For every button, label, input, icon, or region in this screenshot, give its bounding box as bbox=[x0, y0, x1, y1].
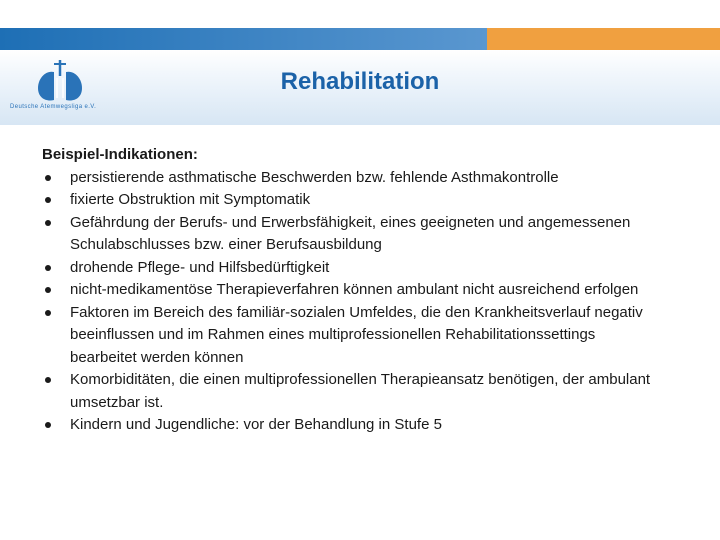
bullet-icon bbox=[45, 197, 51, 203]
top-accent-bar-orange bbox=[487, 28, 720, 50]
list-item bbox=[42, 369, 662, 414]
indication-list bbox=[42, 167, 662, 437]
list-item-text: Gefährdung der Berufs- und Erwerbsfähigkeit, eines geeigneten und angemessenen Schulabschlusses bzw. einer Berufsausbildung bbox=[70, 213, 631, 253]
list-item bbox=[42, 257, 662, 280]
top-accent-bar-blue bbox=[0, 28, 487, 50]
bullet-icon bbox=[45, 377, 51, 383]
list-item-text: persistierende asthmatische Beschwerden bzw. fehlende Asthmakontrolle bbox=[70, 168, 559, 186]
list-item bbox=[42, 167, 662, 190]
list-item-text: nicht-medikamentöse Therapieverfahren können ambulant nicht ausreichend erfolgen bbox=[70, 281, 639, 298]
slide-content bbox=[42, 144, 662, 437]
bullet-icon bbox=[45, 422, 51, 428]
list-item bbox=[42, 212, 662, 257]
bullet-icon bbox=[45, 310, 51, 316]
list-item-text: Kindern und Jugendliche: vor der Behandlung in Stufe 5 bbox=[70, 416, 442, 433]
bullet-icon bbox=[45, 220, 51, 226]
list-item-text: Faktoren im Bereich des familiär-sozialen Umfeldes, die den Krankheitsverlauf negativ beeinflussen und im Rahmen eines multiprofessionellen Rehabilitationssettings bearbeitet werden können bbox=[70, 303, 643, 366]
list-item-text: drohende Pflege- und Hilfsbedürftigkeit bbox=[70, 258, 330, 276]
list-item-text: fixierte Obstruktion mit Symptomatik bbox=[70, 191, 311, 208]
list-item bbox=[42, 414, 662, 437]
list-item-text: Komorbiditäten, die einen multiprofessionellen Therapieansatz benötigen, der ambulant umsetzbar ist. bbox=[70, 371, 651, 411]
logo-caption: Deutsche Atemwegsliga e.V. bbox=[10, 104, 97, 110]
slide-title: Rehabilitation bbox=[280, 68, 440, 95]
list-item bbox=[42, 302, 662, 370]
bullet-icon bbox=[45, 175, 51, 181]
bullet-icon bbox=[45, 287, 51, 293]
section-heading: Beispiel-Indikationen: bbox=[42, 146, 198, 163]
list-item bbox=[42, 279, 662, 302]
bullet-icon bbox=[45, 265, 51, 271]
list-item bbox=[42, 189, 662, 212]
